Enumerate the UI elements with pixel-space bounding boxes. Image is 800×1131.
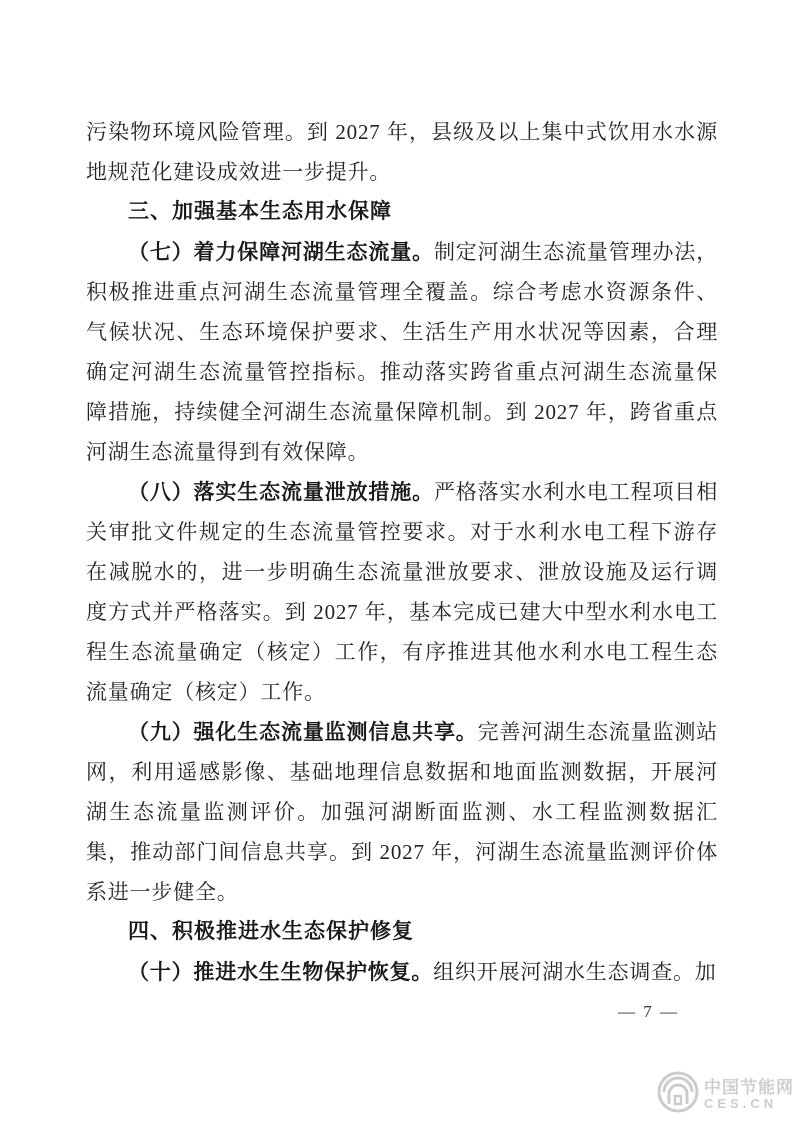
section-heading-4: 四、积极推进水生态保护修复 (128, 920, 414, 943)
paragraph-item-7 (86, 232, 718, 472)
paragraph-text: 完善河湖生态流量监测站网，利用遥感影像、基础地理信息数据和地面监测数据，开展河湖生态流量监测评价。加强河湖断面监测、水工程监测数据汇集，推动部门间信息共享。到 2027 年，河湖生态流量监测评价体系进一步健全。 (86, 720, 718, 904)
watermark-site-domain: CES.CN (704, 1095, 778, 1111)
section-heading-3: 三、加强基本生态用水保障 (128, 200, 392, 223)
document-body (86, 112, 718, 992)
paragraph-item-8 (86, 472, 718, 712)
watermark-site-name: 中国节能网 (704, 1077, 794, 1097)
paragraph-continuation: 污染物环境风险管理。到 2027 年，县级及以上集中式饮用水水源地规范化建设成效进一步提升。 (86, 120, 718, 184)
paragraph-item-10 (86, 952, 718, 992)
ces-logo-icon (656, 1070, 700, 1119)
watermark-text (704, 1079, 794, 1110)
paragraph-lead: （十）推进水生生物保护恢复。 (128, 960, 434, 984)
paragraph-text: 组织开展河湖水生态调查。加 (433, 960, 717, 984)
paragraph-lead: （八）落实生态流量泄放措施。 (128, 480, 434, 504)
watermark (656, 1070, 794, 1119)
paragraph-text: 制定河湖生态流量管理办法，积极推进重点河湖生态流量管理全覆盖。综合考虑水资源条件、气候状况、生态环境保护要求、生活生产用水状况等因素，合理确定河湖生态流量管控指标。推动落实跨省重点河湖生态流量保障措施，持续健全河湖生态流量保障机制。到 2027 年，跨省重点河湖生态流量得到有效保障。 (86, 240, 718, 464)
paragraph-text: 严格落实水利水电工程项目相关审批文件规定的生态流量管控要求。对于水利水电工程下游存在减脱水的，进一步明确生态流量泄放要求、泄放设施及运行调度方式并严格落实。到 2027 年，基本完成已建大中型水利水电工程生态流量确定（核定）工作，有序推进其他水利水电工程生态流量确定（核定）工作。 (86, 480, 718, 704)
paragraph-lead: （九）强化生态流量监测信息共享。 (128, 720, 478, 744)
page-number: — 7 — (618, 1002, 679, 1021)
paragraph-lead: （七）着力保障河湖生态流量。 (128, 240, 434, 264)
paragraph-item-9 (86, 712, 718, 912)
